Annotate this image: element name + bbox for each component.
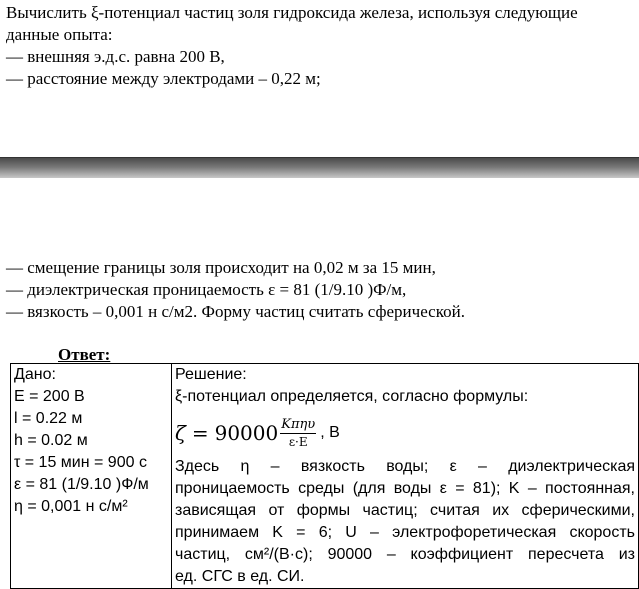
task-line: — расстояние между электродами – 0,22 м; xyxy=(6,69,321,88)
given-item: l = 0.22 м xyxy=(14,410,83,427)
formula-lhs: ζ xyxy=(175,421,186,445)
solution-line: ед. СГС в ед. СИ. xyxy=(175,568,305,585)
formula-fraction xyxy=(280,417,316,450)
zeta-formula xyxy=(175,410,635,456)
given-item: τ = 15 мин = 900 с xyxy=(14,454,147,471)
task-statement xyxy=(6,2,634,90)
formula-equals: = xyxy=(191,421,209,445)
solution-intro: ξ-потенциал определяется, согласно формулы: xyxy=(175,388,529,405)
given-header: Дано: xyxy=(14,366,56,383)
solution-cell xyxy=(172,364,639,589)
solution-header: Решение: xyxy=(175,366,247,383)
task-line: Вычислить ξ-потенциал частиц золя гидроксида железа, используя следующие данные опыта: xyxy=(6,3,578,44)
given-item: h = 0.02 м xyxy=(14,432,88,449)
given-item: E = 200 В xyxy=(14,388,85,405)
task-line: — вязкость – 0,001 н с/м2. Форму частиц считать сферической. xyxy=(6,302,465,321)
solution-line: принимаем K = 6; U – электрофоретическая скорость xyxy=(175,524,635,541)
formula-coefficient: 90000 xyxy=(214,421,279,445)
solution-line: проницаемость среды (для воды ε = 81); K – постоянная, xyxy=(175,480,635,497)
formula-numerator: Kπηυ xyxy=(281,416,316,432)
solution-line: Здесь η – вязкость воды; ε – диэлектрическая xyxy=(175,458,635,475)
formula-denominator: ε·E xyxy=(288,434,308,449)
given-item: ε = 81 (1/9.10 )Ф/м xyxy=(14,476,149,493)
task-line: — диэлектрическая проницаемость ε = 81 (1/9.10 )Ф/м, xyxy=(6,280,407,299)
formula-unit: , В xyxy=(320,424,340,441)
task-statement-continued xyxy=(6,257,634,323)
answer-label: Ответ: xyxy=(58,345,111,364)
solution-line: зависящая от формы частиц; считая их сферическими, xyxy=(175,502,635,519)
task-line: — внешняя э.д.с. равна 200 В, xyxy=(6,47,225,66)
given-item: η = 0,001 н с/м² xyxy=(14,498,128,515)
solution-line: частиц, см²/(В·с); 90000 – коэффициент пересчета из xyxy=(175,546,635,563)
solution-table xyxy=(10,363,639,589)
task-line: — смещение границы золя происходит на 0,02 м за 15 мин, xyxy=(6,258,436,277)
given-cell xyxy=(11,364,172,589)
page-divider xyxy=(0,157,639,178)
